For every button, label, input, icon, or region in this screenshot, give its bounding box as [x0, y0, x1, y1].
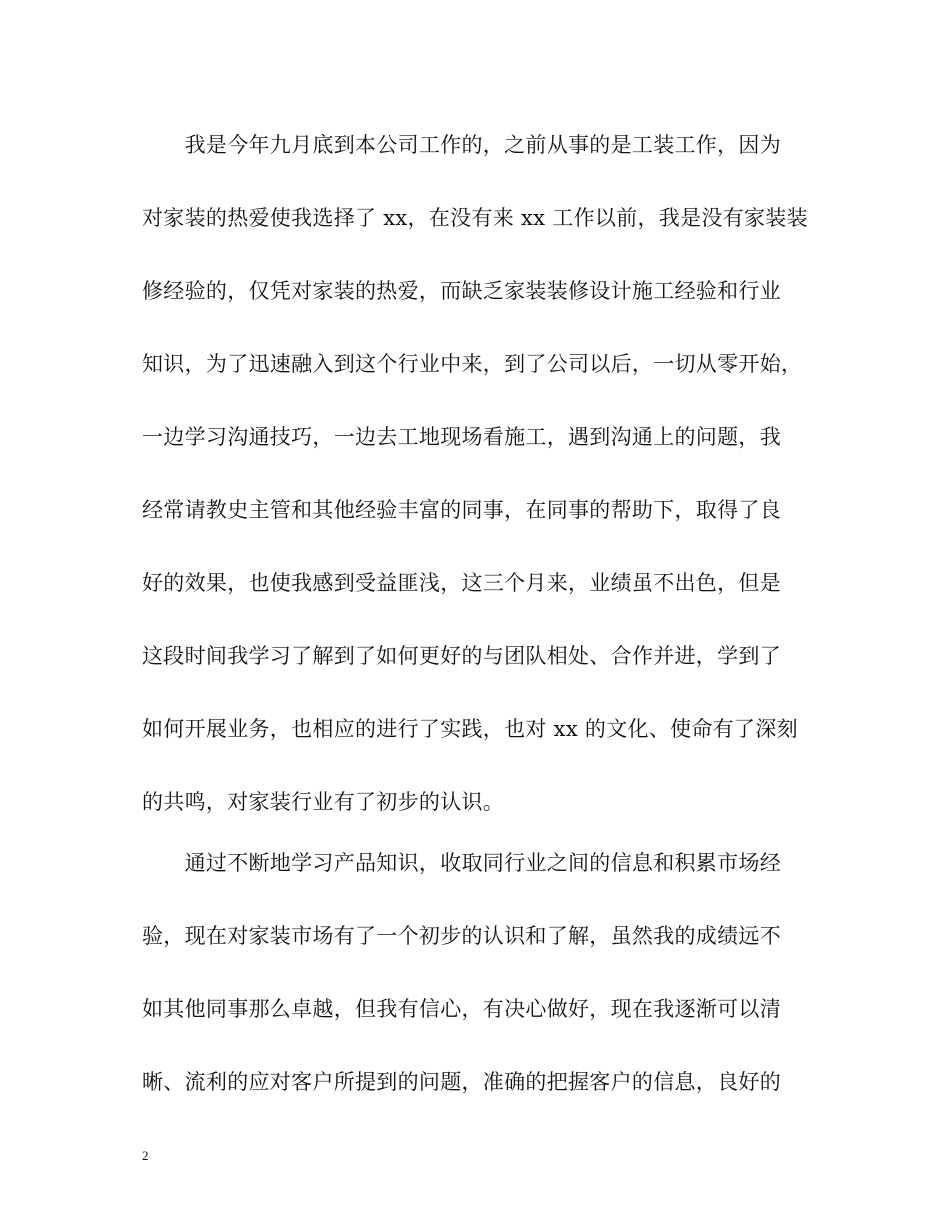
paragraph-1-line-7: 好的效果，也使我感到受益匪浅，这三个月来，业绩虽不出色，但是 — [142, 571, 781, 595]
paragraph-1-line-4: 知识，为了迅速融入到这个行业中来，到了公司以后，一切从零开始， — [142, 352, 803, 376]
paragraph-1-line-1: 我是今年九月底到本公司工作的，之前从事的是工装工作，因为 — [142, 133, 781, 157]
paragraph-2-line-2: 验，现在对家装市场有了一个初步的认识和了解，虽然我的成绩远不 — [142, 924, 781, 948]
paragraph-1-line-8: 这段时间我学习了解到了如何更好的与团队相处、合作并进，学到了 — [142, 644, 781, 668]
paragraph-1-line-10: 的共鸣，对家装行业有了初步的认识。 — [142, 790, 505, 814]
paragraph-1-line-2: 对家装的热爱使我选择了 xx，在没有来 xx 工作以前，我是没有家装装 — [142, 206, 808, 230]
paragraph-1-line-5: 一边学习沟通技巧，一边去工地现场看施工，遇到沟通上的问题，我 — [142, 425, 781, 449]
paragraph-2-line-4: 晰、流利的应对客户所提到的问题，准确的把握客户的信息，良好的 — [142, 1070, 781, 1094]
paragraph-1-line-6: 经常请教史主管和其他经验丰富的同事，在同事的帮助下，取得了良 — [142, 498, 781, 522]
page-number: 2 — [142, 1148, 149, 1163]
paragraph-1-line-9: 如何开展业务，也相应的进行了实践，也对 xx 的文化、使命有了深刻 — [142, 717, 798, 741]
paragraph-2-line-3: 如其他同事那么卓越，但我有信心，有决心做好，现在我逐渐可以清 — [142, 997, 781, 1021]
paragraph-1-line-3: 修经验的，仅凭对家装的热爱，而缺乏家装装修设计施工经验和行业 — [142, 279, 781, 303]
paragraph-2-line-1: 通过不断地学习产品知识，收取同行业之间的信息和积累市场经 — [142, 851, 781, 875]
